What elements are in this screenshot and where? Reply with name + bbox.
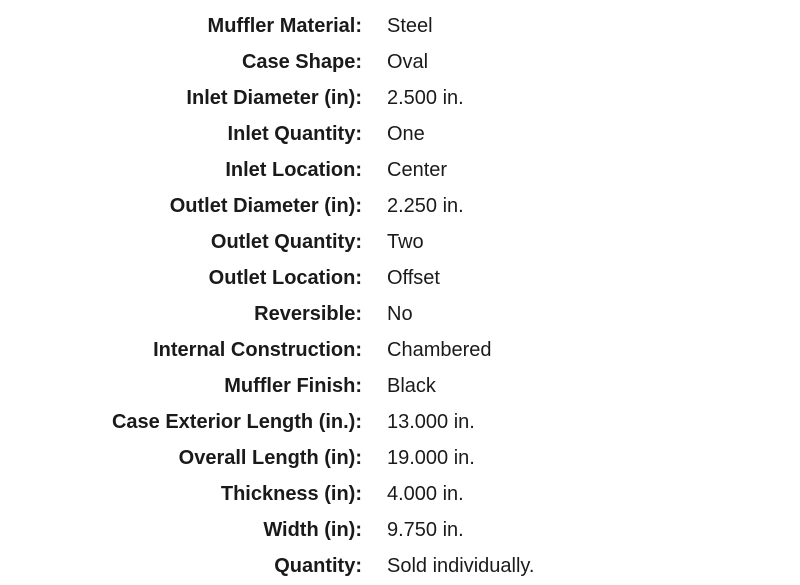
- spec-row-overall-length: [0, 440, 800, 476]
- spec-value: 13.000 in.: [387, 410, 475, 433]
- spec-label: Outlet Diameter (in):: [169, 194, 362, 217]
- spec-row-width: [0, 512, 800, 548]
- spec-row-inlet-diameter: [0, 80, 800, 116]
- spec-value: 9.750 in.: [387, 518, 464, 541]
- spec-label: Internal Construction:: [153, 338, 362, 361]
- spec-value: 2.500 in.: [387, 86, 464, 109]
- spec-label: Overall Length (in):: [178, 446, 362, 469]
- spec-value: Chambered: [387, 338, 492, 361]
- spec-row-outlet-location: [0, 260, 800, 296]
- spec-label: Inlet Quantity:: [227, 122, 362, 145]
- spec-label: Outlet Quantity:: [210, 230, 362, 253]
- spec-label: Inlet Location:: [225, 158, 362, 181]
- spec-row-outlet-diameter: [0, 188, 800, 224]
- spec-value: One: [387, 122, 425, 145]
- spec-value: Black: [387, 374, 436, 397]
- spec-value: Sold individually.: [387, 554, 535, 577]
- spec-row-internal-construction: [0, 332, 800, 368]
- spec-row-muffler-material: [0, 8, 800, 44]
- spec-row-inlet-location: [0, 152, 800, 188]
- spec-row-quantity: [0, 548, 800, 584]
- spec-row-outlet-quantity: [0, 224, 800, 260]
- spec-label: Muffler Finish:: [224, 374, 362, 397]
- spec-label: Outlet Location:: [208, 266, 362, 289]
- spec-value: 2.250 in.: [387, 194, 464, 217]
- spec-value: Oval: [387, 50, 429, 73]
- spec-row-inlet-quantity: [0, 116, 800, 152]
- spec-row-reversible: [0, 296, 800, 332]
- spec-label: Inlet Diameter (in):: [186, 86, 362, 109]
- spec-value: No: [387, 302, 413, 325]
- spec-value: Steel: [387, 14, 433, 37]
- spec-label: Thickness (in):: [220, 482, 362, 505]
- spec-row-thickness: [0, 476, 800, 512]
- spec-label: Quantity:: [274, 554, 362, 577]
- spec-label: Case Shape:: [241, 50, 362, 73]
- spec-value: 19.000 in.: [387, 446, 475, 469]
- spec-value: Two: [387, 230, 424, 253]
- spec-row-case-exterior-length: [0, 404, 800, 440]
- spec-label: Width (in):: [263, 518, 362, 541]
- spec-row-muffler-finish: [0, 368, 800, 404]
- spec-row-case-shape: [0, 44, 800, 80]
- spec-value: 4.000 in.: [387, 482, 464, 505]
- spec-value: Offset: [387, 266, 440, 289]
- spec-label: Case Exterior Length (in.):: [111, 410, 362, 433]
- spec-label: Muffler Material:: [207, 14, 362, 37]
- product-specifications-table: [0, 8, 800, 584]
- spec-value: Center: [387, 158, 448, 181]
- spec-label: Reversible:: [254, 302, 362, 325]
